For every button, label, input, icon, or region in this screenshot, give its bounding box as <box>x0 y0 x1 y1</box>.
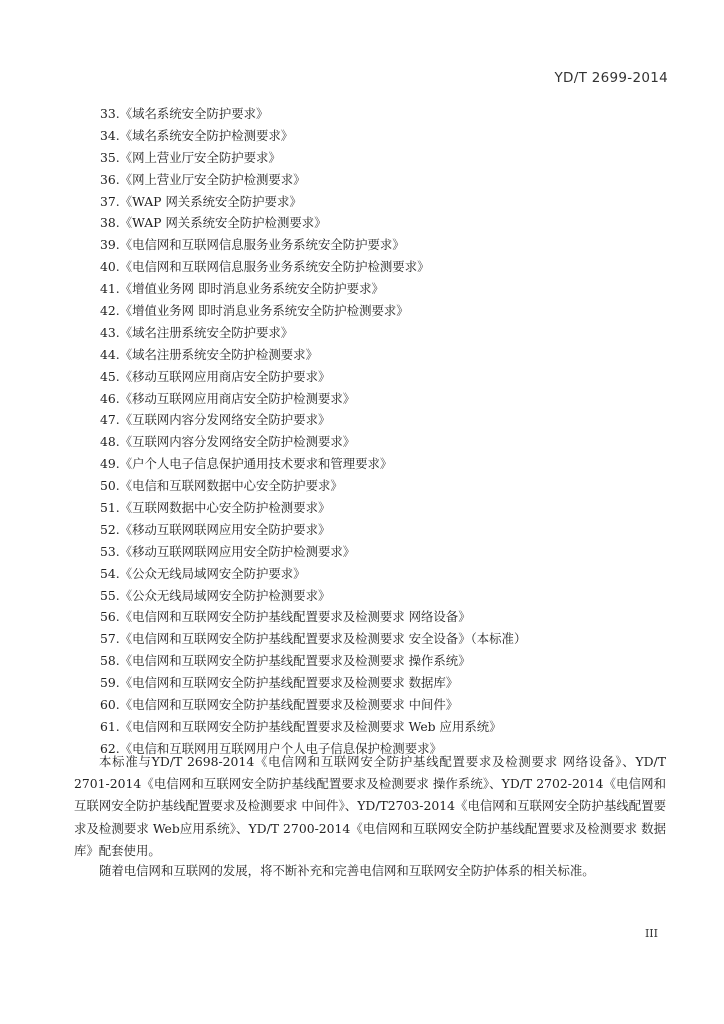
reference-item: 37.《WAP 网关系统安全防护要求》 <box>100 193 302 209</box>
future-standards-paragraph: 随着电信网和互联网的发展，将不断补充和完善电信网和互联网安全防护体系的相关标准。 <box>99 863 595 878</box>
reference-item: 39.《电信网和互联网信息服务业务系统安全防护要求》 <box>100 237 405 253</box>
reference-item: 41.《增值业务网 即时消息业务系统安全防护要求》 <box>100 281 384 297</box>
reference-item: 58.《电信网和互联网安全防护基线配置要求及检测要求 操作系统》 <box>100 653 471 669</box>
reference-item: 38.《WAP 网关系统安全防护检测要求》 <box>100 215 327 231</box>
reference-item: 56.《电信网和互联网安全防护基线配置要求及检测要求 网络设备》 <box>100 609 471 625</box>
reference-item: 60.《电信网和互联网安全防护基线配置要求及检测要求 中间件》 <box>100 697 459 713</box>
reference-item: 57.《电信网和互联网安全防护基线配置要求及检测要求 安全设备》（本标准） <box>100 631 527 647</box>
reference-item: 36.《网上营业厅安全防护检测要求》 <box>100 171 306 187</box>
reference-item: 55.《公众无线局域网安全防护检测要求》 <box>100 587 331 603</box>
reference-item: 46.《移动互联网应用商店安全防护检测要求》 <box>100 390 356 406</box>
reference-item: 33.《域名系统安全防护要求》 <box>100 106 269 121</box>
companion-standards-paragraph: 本标准与YD/T 2698-2014《电信网和互联网安全防护基线配置要求及检测要求 网络设备》、YD/T 2701-2014《电信网和互联网安全防护基线配置要求及检测要求 操作系统》、YD/T 2702-2014《电信网和互联网安全防护基线配置要求及检测要求 中间件》、YD/T2703-2014《电信网和互联网安全防护基线配置要求及检测要求 Web应用系统》、YD/T 2700-2014《电信网和互联网安全防护基线配置要求及检测要求 数据库》配套使用。 <box>74 754 666 858</box>
reference-item: 59.《电信网和互联网安全防护基线配置要求及检测要求 数据库》 <box>100 675 459 691</box>
reference-item: 43.《域名注册系统安全防护要求》 <box>100 324 294 340</box>
reference-item: 35.《网上营业厅安全防护要求》 <box>100 149 281 165</box>
reference-item: 50.《电信和互联网数据中心安全防护要求》 <box>100 478 343 494</box>
reference-item: 47.《互联网内容分发网络安全防护要求》 <box>100 412 331 428</box>
reference-item: 61.《电信网和互联网安全防护基线配置要求及检测要求 Web 应用系统》 <box>100 718 502 734</box>
reference-item: 62.《电信和互联网用互联网用户个人电子信息保护检测要求》 <box>100 740 442 756</box>
reference-item: 44.《域名注册系统安全防护检测要求》 <box>100 346 318 362</box>
reference-item: 48.《互联网内容分发网络安全防护检测要求》 <box>100 434 356 450</box>
reference-item: 51.《互联网数据中心安全防护检测要求》 <box>100 500 331 516</box>
page-number: III <box>644 927 658 940</box>
reference-item: 49.《户个人电子信息保护通用技术要求和管理要求》 <box>100 456 393 472</box>
reference-item: 45.《移动互联网应用商店安全防护要求》 <box>100 368 331 384</box>
reference-item: 54.《公众无线局域网安全防护要求》 <box>100 565 306 581</box>
reference-item: 40.《电信网和互联网信息服务业务系统安全防护检测要求》 <box>100 259 430 275</box>
reference-item: 42.《增值业务网 即时消息业务系统安全防护检测要求》 <box>100 303 409 319</box>
standard-number: YD/T 2699-2014 <box>554 70 668 86</box>
reference-item: 52.《移动互联网联网应用安全防护要求》 <box>100 521 331 537</box>
reference-item: 53.《移动互联网联网应用安全防护检测要求》 <box>100 543 356 559</box>
reference-item: 34.《域名系统安全防护检测要求》 <box>100 127 294 143</box>
reference-list <box>100 103 526 760</box>
